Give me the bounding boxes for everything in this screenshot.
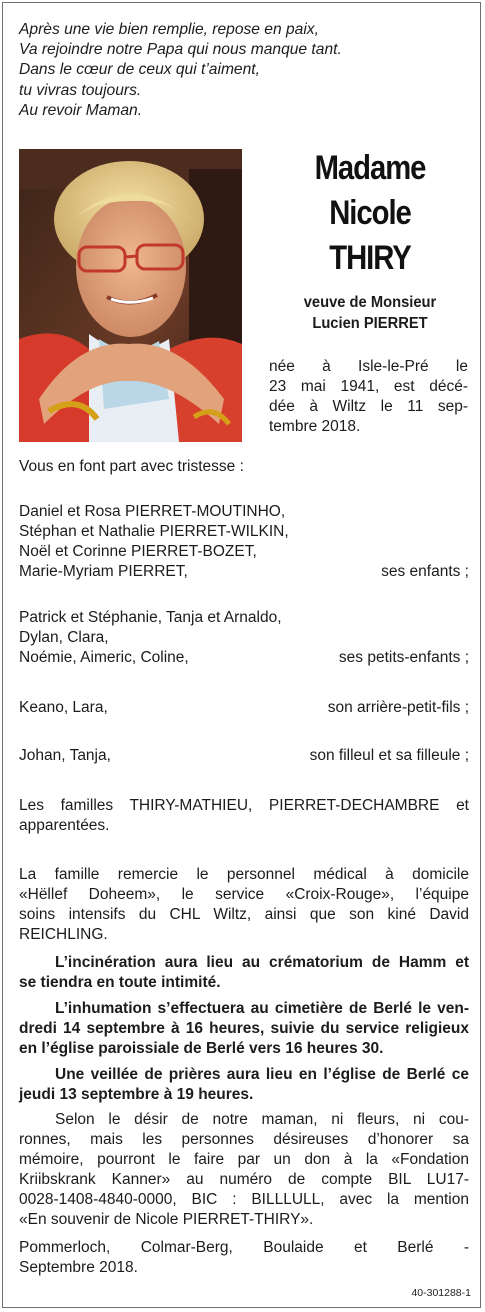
donation-wishes [19, 1110, 469, 1230]
godchild-name: Johan, Tanja, [19, 747, 111, 764]
poem-line: Après une vie bien remplie, repose en paix, [19, 21, 319, 38]
grandchild-name: Noémie, Aimeric, Coline, [19, 649, 189, 666]
wishes-line: Kriibskrank Kanner» au numéro de compte BIL LU17- [19, 1171, 469, 1188]
info-line: tembre 2018. [269, 418, 361, 435]
wishes-line: «En souvenir de Nicole PIERRET-THIRY». [19, 1211, 314, 1228]
first-name: Nicole [329, 194, 411, 232]
cremation-line: se tiendra en toute intimité. [19, 974, 221, 991]
poem-line: tu vivras toujours. [19, 81, 142, 99]
birth-death-info [269, 357, 468, 437]
widow-line: veuve de Monsieur [303, 294, 437, 311]
widow-line: Lucien PIERRET [312, 315, 428, 332]
portrait-photo [19, 149, 242, 442]
poem-line: Va rejoindre notre Papa qui nous manque tant. [19, 41, 342, 59]
child-name: Marie-Myriam PIERRET, [19, 563, 188, 580]
child-row [19, 562, 469, 582]
last-name: THIRY [329, 239, 411, 277]
thanks-line: soins intensifs du CHL Wiltz, ainsi que son kiné David [19, 906, 469, 923]
cremation-notice [19, 953, 469, 993]
great-grandchild-name: Keano, Lara, [19, 699, 108, 716]
wishes-line: ronnes, mais les personnes désireuses d’honorer sa [19, 1131, 469, 1148]
info-line: dée à Wiltz le 11 sep- [269, 398, 468, 415]
burial-line: dredi 14 septembre à 16 heures, suivie du service religieux [19, 1020, 469, 1037]
title: Madame [314, 149, 426, 187]
godchildren-block [19, 746, 469, 766]
grandchild-name: Dylan, Clara, [19, 629, 109, 646]
place-date [19, 1238, 469, 1278]
grandchild-name: Patrick et Stéphanie, Tanja et Arnaldo, [19, 609, 282, 626]
wishes-line: 0028-1408-4840-0000, BIC : BILLLULL, avec la mention [19, 1191, 469, 1208]
thanks-line: REICHLING. [19, 926, 108, 943]
relation-label: ses enfants ; [381, 563, 469, 580]
relation-label: son filleul et sa filleule ; [309, 747, 469, 764]
vigil-notice [19, 1065, 469, 1105]
info-line: née à Isle-le-Pré le [269, 358, 468, 375]
families-line: Les familles THIRY-MATHIEU, PIERRET-DECHAMBRE et [19, 797, 469, 814]
wishes-line: Selon le désir de notre maman, ni fleurs, ni cou- [55, 1111, 469, 1128]
relation-label: ses petits-enfants ; [338, 649, 469, 666]
burial-line: en l’église paroissiale de Berlé vers 16 heures 30. [19, 1040, 384, 1057]
families [19, 796, 469, 836]
wishes-line: mémoire, pourront le faire par un don à la «Fondation [19, 1151, 469, 1168]
grandchild-row [19, 648, 469, 668]
relation-label: son arrière-petit-fils ; [327, 699, 469, 716]
burial-notice [19, 999, 469, 1059]
thanks-line: La famille remercie le personnel médical à domicile [19, 866, 469, 883]
place-date-line: Pommerloch, Colmar-Berg, Boulaide et Berlé - [19, 1239, 469, 1256]
thanks-line: «Hëllef Doheem», le service «Croix-Rouge», l’équipe [19, 886, 469, 903]
vigil-line: Une veillée de prières aura lieu en l’église de Berlé ce [55, 1066, 469, 1083]
deceased-name [262, 146, 478, 281]
grandchildren-block [19, 608, 469, 668]
place-date-line: Septembre 2018. [19, 1259, 138, 1276]
poem-line: Dans le cœur de ceux qui t’aiment, [19, 61, 260, 79]
children-block [19, 502, 469, 582]
reference-number: 40-301288-1 [411, 1287, 471, 1299]
info-line: 23 mai 1941, est décé- [269, 378, 468, 395]
poem [19, 20, 469, 121]
cremation-line: L’incinération aura lieu au crématorium de Hamm et [55, 954, 469, 971]
great-grandchildren-block [19, 698, 469, 718]
vigil-line: jeudi 13 septembre à 19 heures. [19, 1086, 254, 1103]
child-name: Stéphan et Nathalie PIERRET-WILKIN, [19, 523, 289, 540]
intro: Vous en font part avec tristesse : [19, 458, 244, 475]
child-name: Noël et Corinne PIERRET-BOZET, [19, 543, 257, 560]
burial-line: L’inhumation s’effectuera au cimetière de Berlé le ven- [55, 1000, 469, 1017]
thanks [19, 865, 469, 945]
widow-of [271, 292, 470, 334]
families-line: apparentées. [19, 817, 110, 834]
child-name: Daniel et Rosa PIERRET-MOUTINHO, [19, 503, 286, 520]
poem-line: Au revoir Maman. [19, 101, 143, 119]
